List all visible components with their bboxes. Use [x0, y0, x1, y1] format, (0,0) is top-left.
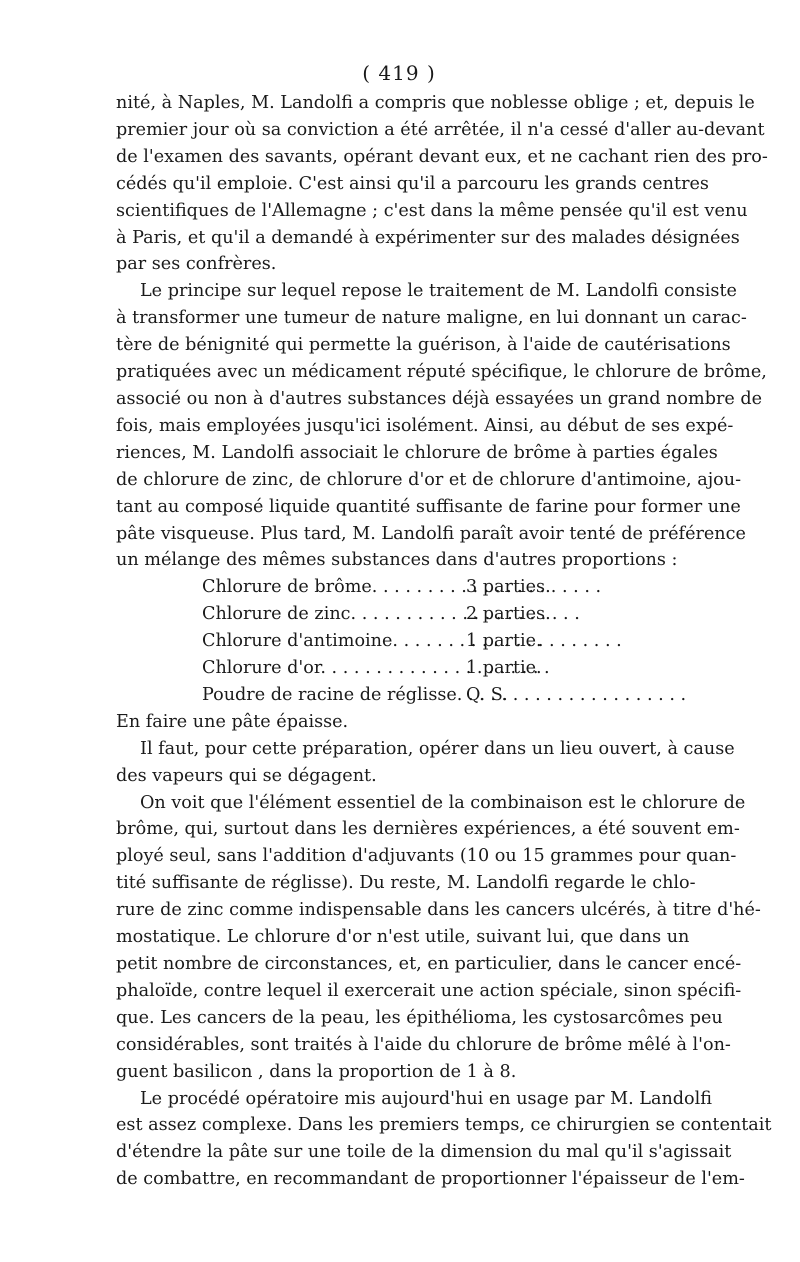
- recipe-quantity: 1 partie.: [466, 631, 542, 652]
- recipe-quantity: 2 parties.: [466, 604, 551, 625]
- text-line: un mélange des mêmes substances dans d'autres proportions :: [116, 550, 678, 571]
- text-line: scientifiques de l'Allemagne ; c'est dans la même pensée qu'il est venu: [116, 200, 748, 221]
- recipe-item: [202, 628, 682, 655]
- text-line: guent basilicon , dans la proportion de 1 à 8.: [116, 1061, 517, 1082]
- book-page: [116, 58, 772, 1193]
- text-line: associé ou non à d'autres substances déjà essayées un grand nombre de: [116, 388, 763, 409]
- text-line: nité, à Naples, M. Landolfi a compris que noblesse oblige ; et, depuis le: [116, 93, 755, 113]
- text-line: rure de zinc comme indispensable dans les cancers ulcérés, à titre d'hé-: [116, 900, 761, 921]
- text-line: fois, mais employées jusqu'ici isolément. Ainsi, au début de ses expé-: [116, 415, 734, 436]
- recipe-ingredient: Poudre de racine de réglisse. . . .: [202, 682, 454, 709]
- recipe-ingredient: Chlorure d'or. . . .: [202, 655, 454, 682]
- paragraph-essential-element: [116, 790, 761, 1086]
- text-line: On voit que l'élément essentiel de la combinaison est le chlorure de: [140, 792, 746, 813]
- text-line: à Paris, et qu'il a demandé à expérimenter sur des malades désignées: [116, 227, 740, 248]
- text-line: tité suffisante de réglisse). Du reste, M. Landolfi regarde le chlo-: [116, 873, 696, 894]
- text-line: par ses confrères.: [116, 254, 277, 275]
- recipe-list: [202, 574, 682, 709]
- recipe-item: [202, 682, 682, 709]
- text-line: pâte visqueuse. Plus tard, M. Landolfi paraît avoir tenté de préférence: [116, 523, 746, 544]
- paragraph-principle: [116, 278, 767, 574]
- text-line: brôme, qui, surtout dans les dernières expériences, a été souvent em-: [116, 819, 740, 840]
- paragraph-procedure: [116, 1086, 772, 1194]
- text-line: tère de bénignité qui permette la guérison, à l'aide de cautérisations: [116, 335, 731, 356]
- text-line: Le principe sur lequel repose le traitement de M. Landolfi consiste: [140, 281, 737, 302]
- text-line: des vapeurs qui se dégagent.: [116, 765, 377, 786]
- text-line: Il faut, pour cette préparation, opérer dans un lieu ouvert, à cause: [140, 738, 735, 759]
- recipe-ingredient: Chlorure de zinc. . . .: [202, 601, 454, 628]
- text-line: phaloïde, contre lequel il exercerait une action spéciale, sinon spécifi-: [116, 980, 742, 1001]
- text-line: Le procédé opératoire mis aujourd'hui en usage par M. Landolfi: [140, 1088, 713, 1109]
- paragraph-preparation: [116, 736, 735, 790]
- text-line: d'étendre la pâte sur une toile de la dimension du mal qu'il s'agissait: [116, 1142, 732, 1163]
- text-line: est assez complexe. Dans les premiers temps, ce chirurgien se contentait: [116, 1115, 772, 1136]
- recipe-instruction: En faire une pâte épaisse.: [116, 711, 349, 732]
- recipe-quantity: 1 partie.: [466, 658, 542, 679]
- recipe-item: [202, 601, 682, 628]
- text-line: considérables, sont traités à l'aide du chlorure de brôme mêlé à l'on-: [116, 1034, 731, 1055]
- recipe-ingredient: Chlorure d'antimoine. . . .: [202, 628, 454, 655]
- recipe-quantity: 3 parties.: [466, 577, 551, 598]
- text-line: de l'examen des savants, opérant devant eux, et ne cachant rien des pro-: [116, 146, 768, 167]
- text-line: riences, M. Landolfi associait le chlorure de brôme à parties égales: [116, 442, 718, 463]
- text-line: pratiquées avec un médicament réputé spécifique, le chlorure de brôme,: [116, 362, 767, 383]
- text-line: de combattre, en recommandant de proportionner l'épaisseur de l'em-: [116, 1169, 745, 1190]
- text-line: premier jour où sa conviction a été arrêtée, il n'a cessé d'aller au-devant: [116, 119, 765, 140]
- text-line: mostatique. Le chlorure d'or n'est utile, suivant lui, que dans un: [116, 927, 690, 948]
- recipe-ingredient: Chlorure de brôme. . . .: [202, 574, 454, 601]
- text-line: que. Les cancers de la peau, les épithélioma, les cystosarcômes peu: [116, 1007, 723, 1028]
- recipe-item: [202, 574, 682, 601]
- page-number: ( 419 ): [362, 61, 436, 85]
- recipe-item: [202, 655, 682, 682]
- text-line: tant au composé liquide quantité suffisante de farine pour former une: [116, 496, 741, 517]
- text-line: ployé seul, sans l'addition d'adjuvants (10 ou 15 grammes pour quan-: [116, 846, 737, 867]
- text-line: à transformer une tumeur de nature maligne, en lui donnant un carac-: [116, 308, 747, 329]
- recipe-quantity: Q. S.: [466, 684, 508, 705]
- text-line: de chlorure de zinc, de chlorure d'or et de chlorure d'antimoine, ajou-: [116, 469, 742, 490]
- paragraph-continuation: [116, 90, 768, 278]
- text-line: petit nombre de circonstances, et, en particulier, dans le cancer encé-: [116, 954, 742, 974]
- text-line: cédés qu'il emploie. C'est ainsi qu'il a parcouru les grands centres: [116, 173, 709, 194]
